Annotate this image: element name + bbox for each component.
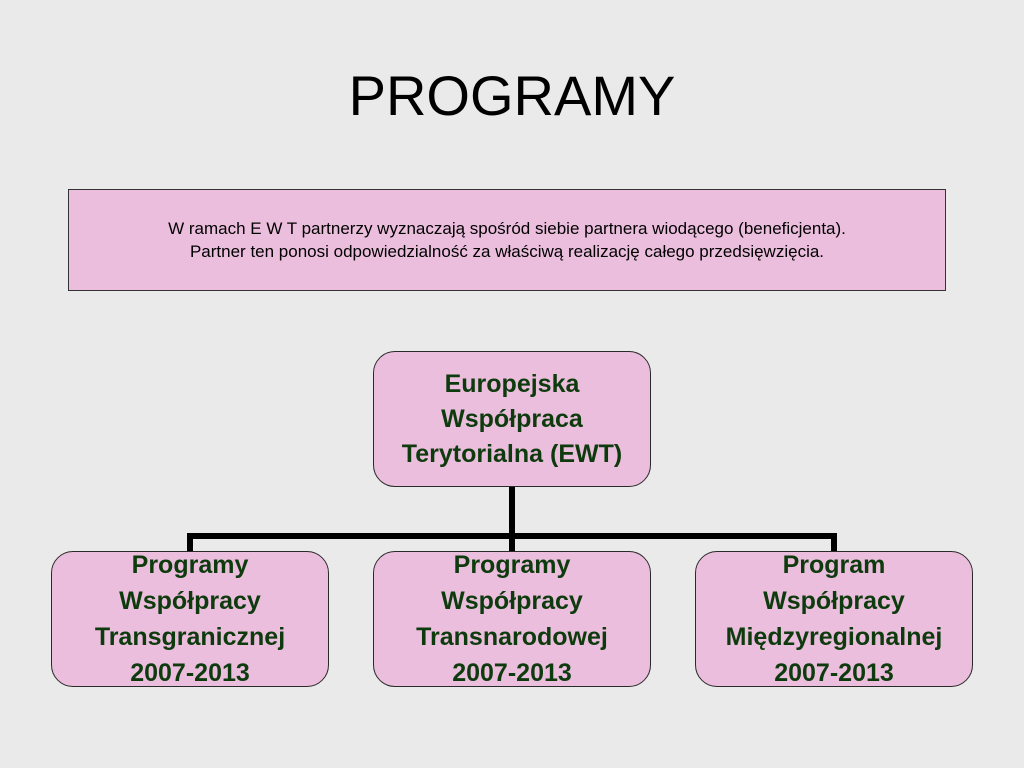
node-line: Międzyregionalnej	[725, 623, 943, 651]
node-line: Programy	[131, 551, 249, 579]
info-line: W ramach E W T partnerzy wyznaczają spośród siebie partnera wiodącego (beneficjenta).	[168, 219, 846, 238]
node-line: 2007-2013	[774, 659, 894, 687]
node-line: Współpracy	[441, 587, 583, 615]
slide-title: PROGRAMY	[348, 64, 676, 127]
node-line: Program	[782, 551, 886, 579]
node-ewt	[373, 351, 651, 487]
node-line: Terytorialna (EWT)	[401, 439, 623, 468]
node-miedzyregionalne	[695, 551, 973, 687]
info-line: Partner ten ponosi odpowiedzialność za właściwą realizację całego przedsięwzięcia.	[189, 242, 825, 261]
node-line: Transnarodowej	[416, 623, 608, 651]
node-line: Europejska	[444, 369, 580, 398]
node-line: Współpraca	[441, 404, 583, 433]
node-transgraniczne	[51, 551, 329, 687]
node-line: Współpracy	[763, 587, 905, 615]
node-line: 2007-2013	[452, 659, 572, 687]
node-line: Programy	[453, 551, 571, 579]
node-line: Transgranicznej	[94, 623, 286, 651]
node-transnarodowe	[373, 551, 651, 687]
node-line: 2007-2013	[130, 659, 250, 687]
node-line: Współpracy	[119, 587, 261, 615]
